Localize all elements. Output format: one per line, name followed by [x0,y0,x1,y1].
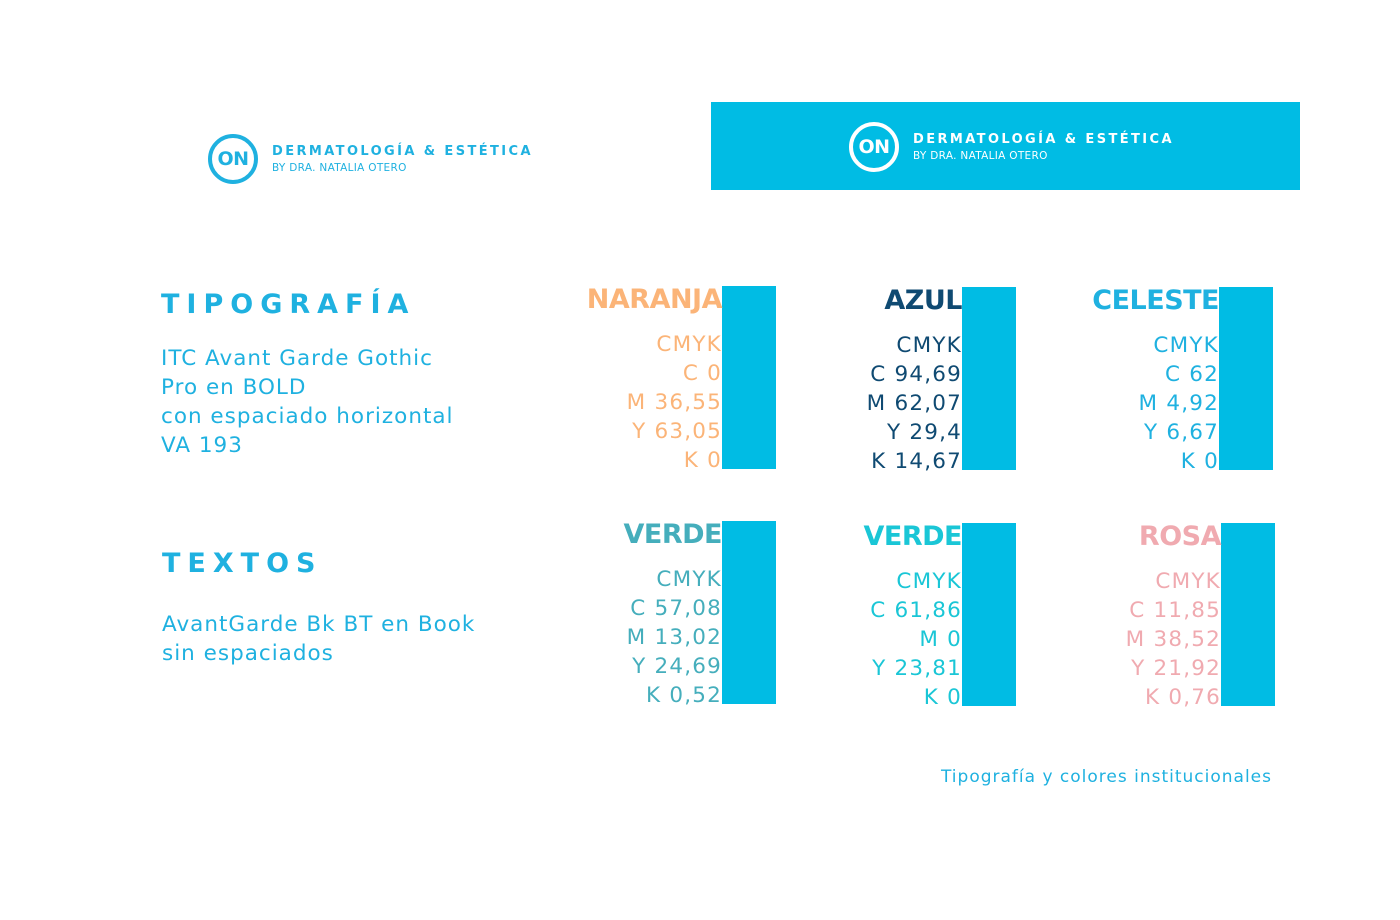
typography-description [161,344,454,460]
swatch-values [870,567,962,712]
logo-wordmark [272,145,533,174]
swatch-value: M 36,55 [626,390,722,415]
swatch-value: M 4,92 [1138,391,1219,416]
swatch-bar [962,287,1016,470]
swatch-value: CMYK [1155,569,1221,594]
swatch-value: C 0 [682,361,722,386]
color-swatch-verde-claro [792,523,1032,723]
swatch-value: CMYK [656,332,722,357]
page-caption: Tipografía y colores institucionales [940,767,1272,787]
color-swatch-azul [792,287,1032,487]
swatch-value: C 61,86 [870,598,962,623]
swatch-value: Y 6,67 [1143,420,1219,445]
color-swatch-naranja [552,286,792,486]
swatch-bar [1219,287,1273,470]
swatch-value: CMYK [656,567,722,592]
swatch-value: Y 21,92 [1131,656,1221,681]
swatch-value: Y 23,81 [872,656,962,681]
typography-line: Pro en BOLD [161,375,307,400]
swatch-value: C 94,69 [870,362,962,387]
typography-line: VA 193 [161,433,243,458]
typography-heading: TIPOGRAFÍA [161,289,416,320]
swatch-value: Y 29,4 [886,420,962,445]
logo-name: DERMATOLOGÍA & ESTÉTICA [913,131,1174,147]
swatch-values [627,565,722,710]
color-swatch-verde [552,521,792,721]
swatch-bar [722,286,776,469]
logo-subtitle: BY DRA. NATALIA OTERO [272,161,407,174]
swatch-values [627,330,722,475]
swatch-value: K 0,52 [645,683,722,708]
brand-logo-inverted [849,122,1174,172]
logo-subtitle: BY DRA. NATALIA OTERO [913,149,1048,162]
swatch-name: NARANJA [586,284,722,315]
texts-line: sin espaciados [162,641,334,666]
swatch-value: K 0 [1180,449,1219,474]
texts-heading: TEXTOS [162,548,323,579]
logo-mark: ON [208,134,258,184]
swatch-values [867,331,962,476]
swatch-values [1126,567,1221,712]
swatch-value: K 14,67 [871,449,962,474]
typography-line: con espaciado horizontal [161,404,454,429]
swatch-value: C 11,85 [1129,598,1221,623]
swatch-name: AZUL [884,285,962,316]
swatch-bar [1221,523,1275,706]
swatch-name: VERDE [623,519,722,550]
swatch-value: CMYK [896,333,962,358]
color-swatch-rosa [1051,523,1291,723]
color-swatch-celeste [1049,287,1289,487]
logo-mark: ON [849,122,899,172]
swatch-value: Y 63,05 [632,419,722,444]
brand-logo [208,134,533,184]
swatch-value: K 0,76 [1144,685,1221,710]
swatch-value: C 62 [1164,362,1219,387]
texts-line: AvantGarde Bk BT en Book [162,612,476,637]
swatch-value: M 13,02 [626,625,722,650]
swatch-name: ROSA [1138,521,1221,552]
swatch-value: CMYK [896,569,962,594]
swatch-value: M 0 [919,627,962,652]
swatch-values [1139,331,1219,476]
swatch-value: K 0 [923,685,962,710]
swatch-name: VERDE [863,521,962,552]
texts-description [162,610,475,668]
swatch-value: CMYK [1153,333,1219,358]
swatch-value: K 0 [683,448,722,473]
swatch-value: M 38,52 [1125,627,1221,652]
logo-name: DERMATOLOGÍA & ESTÉTICA [272,143,533,159]
swatch-value: C 57,08 [630,596,722,621]
swatch-bar [722,521,776,704]
swatch-value: Y 24,69 [632,654,722,679]
swatch-bar [962,523,1016,706]
logo-wordmark [913,133,1174,162]
typography-line: ITC Avant Garde Gothic [161,346,433,371]
logo-banner [711,102,1300,190]
swatch-name: CELESTE [1092,285,1219,316]
swatch-value: M 62,07 [866,391,962,416]
